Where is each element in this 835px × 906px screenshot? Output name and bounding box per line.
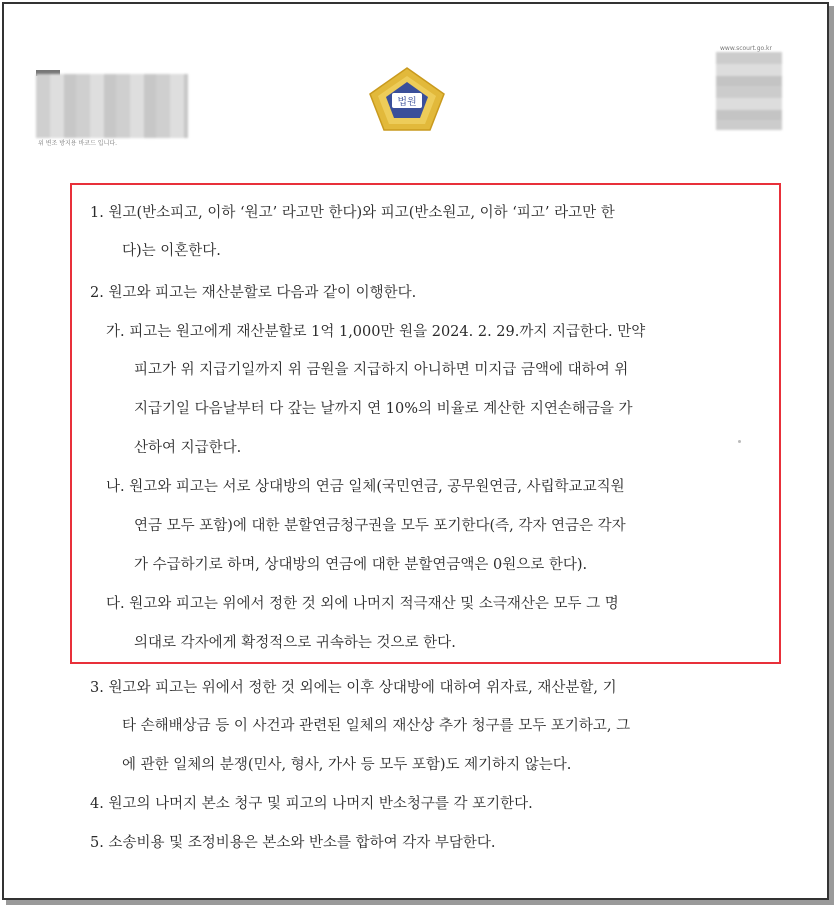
item-2a-line-3: 지급기일 다음날부터 다 갚는 날까지 연 10%의 비율로 계산한 지연손해금을 가 <box>134 401 633 417</box>
item-3-line-1: 3. 원고와 피고는 위에서 정한 것 외에는 이후 상대방에 대하여 위자료, 재산분할, 기 <box>90 680 617 696</box>
redacted-barcode-left <box>36 74 188 138</box>
court-seal-icon <box>366 64 448 134</box>
barcode-note: 위 변조 방지용 바코드 입니다. <box>38 140 118 147</box>
item-1-line-1: 1. 원고(반소피고, 이하 ‘원고’ 라고만 한다)와 피고(반소원고, 이하 ‘피고’ 라고만 한 <box>90 205 615 221</box>
item-2b-line-3: 가 수급하기로 하며, 상대방의 연금에 대한 분할연금액은 0원으로 한다). <box>134 557 588 573</box>
seal-label: 법원 <box>397 97 417 108</box>
item-2-line-1: 2. 원고와 피고는 재산분할로 다음과 같이 이행한다. <box>90 285 417 301</box>
item-2a-line-4: 산하여 지급한다. <box>134 440 242 456</box>
item-2a-line-2: 피고가 위 지급기일까지 위 금원을 지급하지 아니하면 미지급 금액에 대하여 위 <box>134 362 629 378</box>
item-2c-line-2: 의대로 각자에게 확정적으로 귀속하는 것으로 한다. <box>134 635 456 651</box>
item-3-line-3: 에 관한 일체의 분쟁(민사, 형사, 가사 등 모두 포함)도 제기하지 않는다. <box>122 757 572 773</box>
redacted-qr-right <box>716 52 782 130</box>
page-shadow-right <box>829 6 834 904</box>
item-2c-line-1: 다. 원고와 피고는 위에서 정한 것 외에 나머지 적극재산 및 소극재산은 모두 그 명 <box>106 596 619 612</box>
item-5-line-1: 5. 소송비용 및 조정비용은 본소와 반소를 합하여 각자 부담한다. <box>90 835 496 851</box>
item-2b-line-1: 나. 원고와 피고는 서로 상대방의 연금 일체(국민연금, 공무원연금, 사립학교교직원 <box>106 479 625 495</box>
item-2b-line-2: 연금 모두 포함)에 대한 분할연금청구권을 모두 포기한다(즉, 각자 연금은 각자 <box>134 518 626 534</box>
item-3-line-2: 타 손해배상금 등 이 사건과 관련된 일체의 재산상 추가 청구를 모두 포기하고, 그 <box>122 718 631 734</box>
scan-dot <box>738 440 741 443</box>
item-4-line-1: 4. 원고의 나머지 본소 청구 및 피고의 나머지 반소청구를 각 포기한다. <box>90 796 533 812</box>
page-shadow-bottom <box>6 900 834 905</box>
item-1-line-2: 다)는 이혼한다. <box>122 243 221 259</box>
item-2a-line-1: 가. 피고는 원고에게 재산분할로 1억 1,000만 원을 2024. 2. 29.까지 지급한다. 만약 <box>106 324 646 340</box>
court-url: www.scourt.go.kr <box>720 45 772 52</box>
